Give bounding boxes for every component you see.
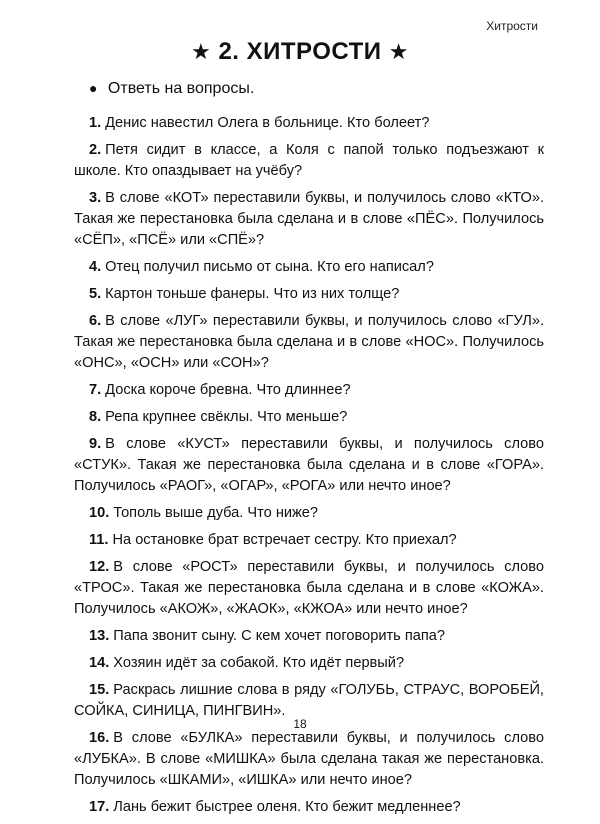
question-text: Раскрась лишние слова в ряду «ГОЛУБЬ, СТРАУС, ВОРОБЕЙ, СОЙКА, СИНИЦА, ПИНГВИН». xyxy=(74,682,544,719)
question-text: В слове «КОТ» переставили буквы, и получилось слово «КТО». Такая же перестановка была сделана и в слове «ПЁС». Получилось «СЁП», «ПСЁ» или «СПЁ»? xyxy=(74,190,544,248)
question-number: 3. xyxy=(89,190,102,206)
page-title-text: 2. ХИТРОСТИ xyxy=(218,38,382,65)
question-number: 4. xyxy=(89,259,102,275)
question-text: Папа звонит сыну. С кем хочет поговорить папа? xyxy=(113,628,445,644)
question-item xyxy=(74,434,544,497)
question-text: Отец получил письмо от сына. Кто его написал? xyxy=(105,259,434,275)
star-right-icon: ★ xyxy=(388,39,409,64)
question-text: Доска короче бревна. Что длиннее? xyxy=(105,382,351,398)
question-number: 12. xyxy=(89,559,110,575)
question-text: В слове «БУЛКА» переставили буквы, и получилось слово «ЛУБКА». В слове «МИШКА» была сделана такая же перестановка. Получилось «ШКАМИ», «ИШКА» или нечто иное? xyxy=(74,730,544,788)
question-item xyxy=(74,188,544,251)
question-number: 15. xyxy=(89,682,110,698)
question-number: 9. xyxy=(89,436,102,452)
question-item xyxy=(74,311,544,374)
question-item xyxy=(74,503,544,524)
instruction xyxy=(89,80,254,98)
question-item xyxy=(74,140,544,182)
question-item xyxy=(74,653,544,674)
question-text: Картон тоньше фанеры. Что из них толще? xyxy=(105,286,400,302)
question-text: В слове «РОСТ» переставили буквы, и получилось слово «ТРОС». Такая же перестановка была сделана и в слове «КОЖА». Получилось «АКОЖ», «ЖАОК», «КЖОА» или нечто иное? xyxy=(74,559,544,617)
question-item xyxy=(74,407,544,428)
question-item xyxy=(74,797,544,818)
instruction-text: Ответь на вопросы. xyxy=(107,80,255,97)
question-number: 8. xyxy=(89,409,102,425)
question-text: На остановке брат встречает сестру. Кто приехал? xyxy=(112,532,457,548)
question-item xyxy=(74,113,544,134)
question-number: 2. xyxy=(89,142,102,158)
question-text: Репа крупнее свёклы. Что меньше? xyxy=(105,409,348,425)
question-item xyxy=(74,284,544,305)
question-number: 5. xyxy=(89,286,102,302)
question-number: 16. xyxy=(89,730,110,746)
question-item xyxy=(74,680,544,722)
question-number: 11. xyxy=(89,532,109,548)
question-number: 6. xyxy=(89,313,102,329)
question-text: Хозяин идёт за собакой. Кто идёт первый? xyxy=(113,655,405,671)
question-number: 14. xyxy=(89,655,110,671)
question-text: Тополь выше дуба. Что ниже? xyxy=(113,505,319,521)
page-title xyxy=(0,38,600,66)
question-text: Лань бежит быстрее оленя. Кто бежит медленнее? xyxy=(113,799,461,815)
question-number: 17. xyxy=(89,799,110,815)
question-text: В слове «КУСТ» переставили буквы, и получилось слово «СТУК». Такая же перестановка была сделана и в слове «ГОРА». Получилось «РАОГ», «ОГАР», «РОГА» или нечто иное? xyxy=(74,436,544,494)
question-number: 13. xyxy=(89,628,110,644)
question-number: 7. xyxy=(89,382,102,398)
question-item xyxy=(74,257,544,278)
question-item xyxy=(74,530,544,551)
question-item xyxy=(74,557,544,620)
question-item xyxy=(74,380,544,401)
question-number: 10. xyxy=(89,505,110,521)
question-text: Денис навестил Олега в больнице. Кто болеет? xyxy=(105,115,430,131)
question-item xyxy=(74,626,544,647)
question-number: 1. xyxy=(89,115,102,131)
page-number: 18 xyxy=(293,717,307,731)
question-text: Петя сидит в классе, а Коля с папой только подъезжают к школе. Кто опаздывает на учёбу? xyxy=(74,142,544,179)
bullet-icon: ● xyxy=(89,80,98,96)
star-left-icon: ★ xyxy=(191,39,212,64)
running-header: Хитрости xyxy=(486,19,538,33)
question-item xyxy=(74,728,544,791)
question-text: В слове «ЛУГ» переставили буквы, и получилось слово «ГУЛ». Такая же перестановка была сделана и в слове «НОС». Получилось «ОНС», «ОСН» или «СОН»? xyxy=(74,313,544,371)
